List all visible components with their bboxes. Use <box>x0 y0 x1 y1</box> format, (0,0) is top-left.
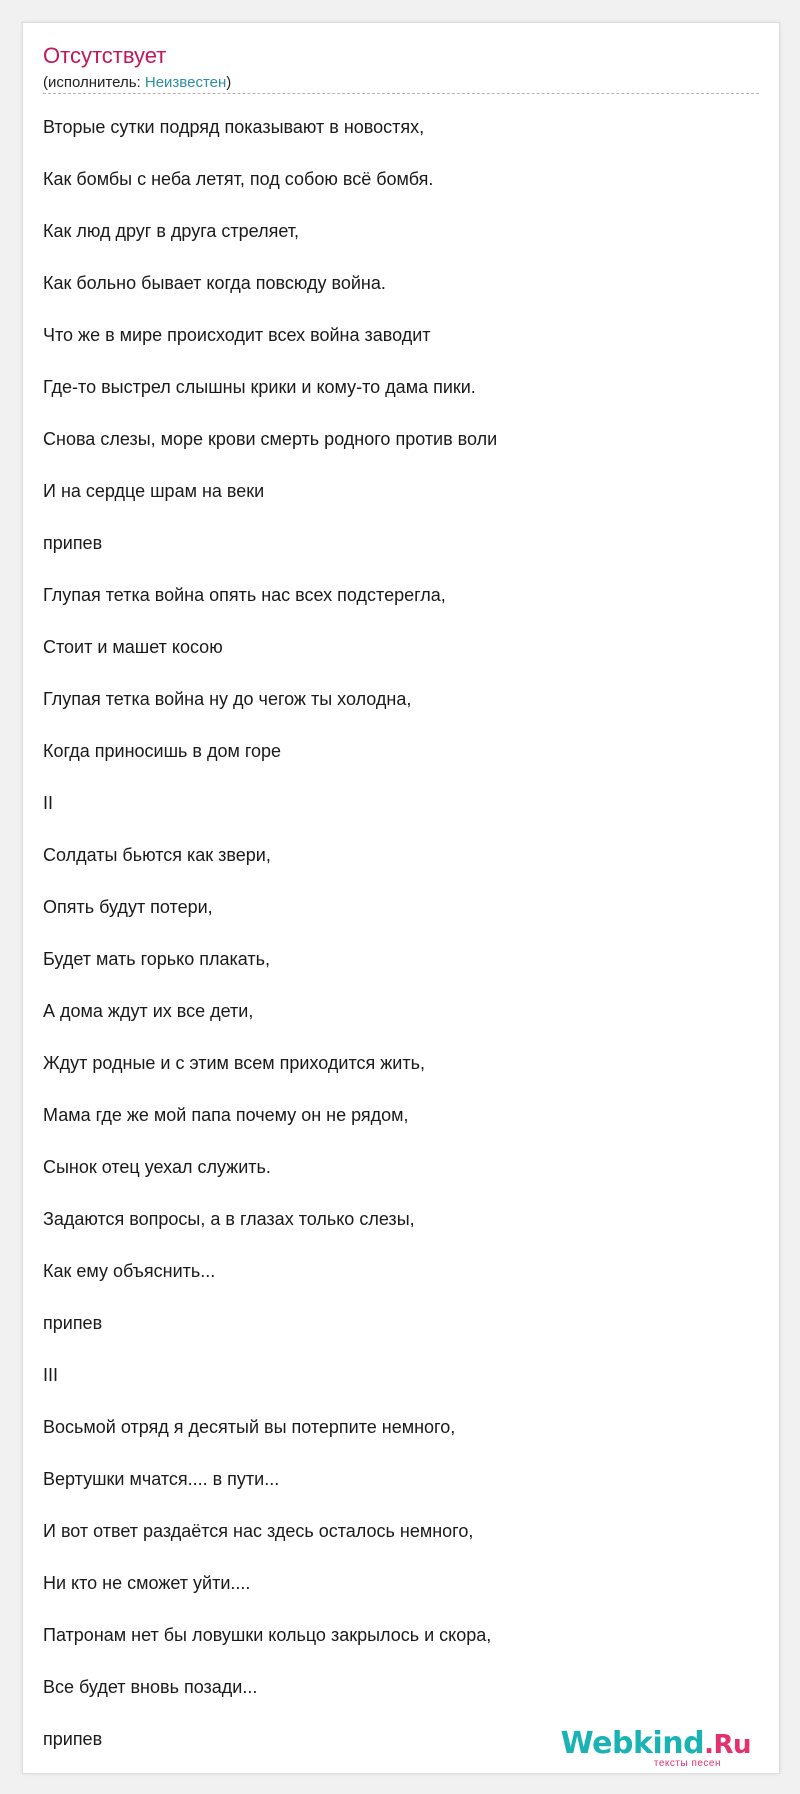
lyric-line: А дома ждут их все дети, <box>43 1001 254 1021</box>
lyric-line: Ждут родные и с этим всем приходится жить, <box>43 1053 425 1073</box>
dashed-divider <box>43 93 759 94</box>
song-title: Отсутствует <box>43 43 167 68</box>
lyric-line: Задаются вопросы, а в глазах только слезы, <box>43 1209 415 1229</box>
lyric-line: Снова слезы, море крови смерть родного против воли <box>43 429 498 449</box>
artist-prefix: (исполнитель: <box>43 74 145 91</box>
lyric-line: Солдаты бьются как звери, <box>43 845 271 865</box>
lyric-line: Как бомбы с неба летят, под собою всё бомбя. <box>43 169 434 189</box>
lyric-line: припев <box>43 1313 103 1333</box>
lyric-line: Что же в мире происходит всех война заводит <box>43 325 431 345</box>
artist-link[interactable]: Неизвестен <box>144 74 227 91</box>
lyric-line: Глупая тетка война опять нас всех подстерегла, <box>43 585 446 605</box>
lyric-line: И на сердце шрам на веки <box>43 481 265 501</box>
lyric-line: II <box>43 793 54 813</box>
lyric-line: Когда приносишь в дом горе <box>43 741 282 761</box>
lyric-line: Опять будут потери, <box>43 897 213 917</box>
webkind-logo[interactable] <box>561 1727 751 1773</box>
lyric-line: Все будет вновь позади... <box>43 1677 258 1697</box>
lyric-line: И вот ответ раздаётся нас здесь осталось немного, <box>43 1521 474 1541</box>
lyric-line: припев <box>43 533 103 553</box>
lyric-line: Где-то выстрел слышны крики и кому-то дама пики. <box>43 377 476 397</box>
logo-name: Webkind <box>560 1726 705 1761</box>
lyric-line: Глупая тетка война ну до чегож ты холодна, <box>43 689 412 709</box>
artist-suffix: ) <box>226 74 232 91</box>
lyric-line: Сынок отец уехал служить. <box>43 1157 271 1177</box>
logo-tagline: тексты песен <box>653 1758 721 1769</box>
lyric-line: Будет мать горько плакать, <box>43 949 271 969</box>
lyric-line: Как люд друг в друга стреляет, <box>43 221 299 241</box>
lyric-line: Ни кто не сможет уйти.... <box>43 1573 251 1593</box>
lyric-line: Стоит и машет косою <box>43 637 223 657</box>
lyric-line: Вторые сутки подряд показывают в новостях, <box>43 117 425 137</box>
lyric-line: Вертушки мчатся.... в пути... <box>43 1469 280 1489</box>
artist-line <box>43 74 231 92</box>
lyrics-card <box>22 22 780 1774</box>
logo-suffix: .Ru <box>704 1730 751 1760</box>
lyrics-list <box>43 116 497 1780</box>
lyric-line: Патронам нет бы ловушки кольцо закрылось и скора, <box>43 1625 492 1645</box>
lyric-line: Мама где же мой папа почему он не рядом, <box>43 1105 409 1125</box>
lyric-line: III <box>43 1365 59 1385</box>
logo-wordmark <box>561 1727 751 1762</box>
lyric-line: Восьмой отряд я десятый вы потерпите немного, <box>43 1417 456 1437</box>
lyric-line: припев <box>43 1729 103 1749</box>
lyric-line: Как ему объяснить... <box>43 1261 216 1281</box>
lyric-line: Как больно бывает когда повсюду война. <box>43 273 386 293</box>
